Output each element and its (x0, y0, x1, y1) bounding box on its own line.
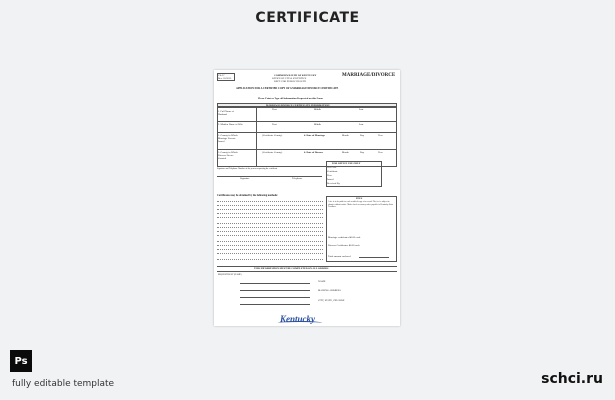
fee-line: Marriage certificates $6.00 each (328, 236, 361, 239)
editable-caption: fully editable template (12, 379, 115, 389)
fees-title: FEES (356, 197, 363, 200)
row-3-label-c: Issued (218, 140, 225, 143)
col-month: Month (342, 151, 349, 154)
row-4-label-b: Divorce Decree (218, 154, 234, 157)
date-divorce-label: 6. Date of Divorce (304, 151, 324, 154)
signature-note: Signature and Telephone Number of the person requesting the certificate (217, 168, 278, 170)
photoshop-icon: Ps (10, 350, 32, 372)
signature-label: Signature (240, 177, 250, 180)
row-3-label-b: Marriage License (218, 137, 236, 140)
office-use-title: FOR OFFICE USE ONLY (332, 162, 361, 165)
fee-line: Total amount enclosed (328, 255, 351, 258)
col-first: First (272, 123, 277, 126)
amount-line (359, 257, 389, 258)
agency-line-1: COMMONWEALTH OF KENTUCKY (274, 74, 317, 77)
row-3-label-a: 3. County in Which (218, 134, 238, 137)
kentucky-logo: Kentucky (280, 314, 315, 324)
fee-line: Divorce Certificates $6.00 each (328, 244, 360, 247)
form-id-line-1: VS-37 (218, 74, 225, 77)
agency-line-2: OFFICE OF VITAL STATISTICS (272, 77, 307, 80)
county-field: (Certificate County) (262, 151, 283, 154)
row-1-label-a: 1. Full Name of (218, 110, 234, 113)
agency-line-3: DEPT. FOR PUBLIC HEALTH (274, 80, 307, 83)
office-field: Certificate (327, 170, 338, 173)
mail-field-city: CITY, STATE, ZIP CODE (318, 299, 345, 302)
section-1-title: MARRIAGE/DIVORCE CERTIFICATE INFORMATION (266, 103, 330, 107)
page-title: CERTIFICATE (255, 10, 360, 26)
mail-field-name: NAME (318, 280, 326, 283)
info-table (217, 107, 397, 167)
document-type: MARRIAGE/DIVORCE (342, 73, 396, 78)
col-year: Year (378, 134, 383, 137)
row-divider (217, 149, 397, 150)
application-title: APPLICATION FOR A CERTIFIED COPY OF A MARRIAGE/DIVORCE CERTIFICATE (236, 87, 339, 90)
address-line (240, 297, 310, 298)
county-field: (Certificate County) (262, 134, 283, 137)
fees-text: A fee is to be paid for each certified copy of a record. The fee is subject to change without notice. Make check or money order payable to Kentucky State Treasurer. (328, 201, 394, 209)
office-field: Year (327, 174, 332, 177)
certificate-document (214, 70, 400, 326)
mail-rule-bottom (217, 271, 397, 272)
office-field: Vol. Cert. (327, 166, 337, 169)
logo-swoosh-icon (278, 321, 322, 325)
brand-watermark: schci.ru (541, 371, 603, 387)
row-2-label: 2. Maiden Name of Wife (218, 123, 243, 126)
col-last: Last (359, 123, 364, 126)
col-last: Last (359, 108, 364, 111)
col-month: Month (342, 134, 349, 137)
row-4-label-c: Granted (218, 157, 227, 160)
col-day: Day (360, 151, 365, 154)
signature-line (217, 176, 322, 177)
col-first: First (272, 108, 277, 111)
office-field: Issued (327, 178, 334, 181)
address-line (240, 283, 310, 284)
row-divider (217, 121, 397, 122)
date-marriage-label: 4. Date of Marriage (304, 134, 325, 137)
address-line (240, 304, 310, 305)
address-line (240, 290, 310, 291)
column-divider (256, 107, 257, 167)
methods-text (217, 199, 323, 261)
mail-field-address: MAILING ADDRESS (318, 289, 341, 292)
form-id-line-2: Rev. 01/2015 (218, 77, 232, 80)
row-1-label-b: Husband (218, 113, 227, 116)
telephone-label: Telephone (292, 177, 303, 180)
row-divider (217, 132, 397, 133)
instruction-text: Please Print or Type all Information Requested on this Form (258, 97, 323, 100)
col-year: Year (378, 151, 383, 154)
mail-rule-title: THIS INFORMATION MUST BE COMPLETED ON ALL ORDERS (254, 267, 329, 270)
mail-left-label: REQUESTED BY (NAME) (218, 274, 242, 276)
col-middle: Middle (314, 123, 322, 126)
methods-title: Certificates may be obtained by the following methods: (217, 194, 279, 197)
office-field: Received By (327, 182, 340, 185)
row-4-label-a: 5. County in Which (218, 151, 238, 154)
col-middle: Middle (314, 108, 322, 111)
col-day: Day (360, 134, 365, 137)
